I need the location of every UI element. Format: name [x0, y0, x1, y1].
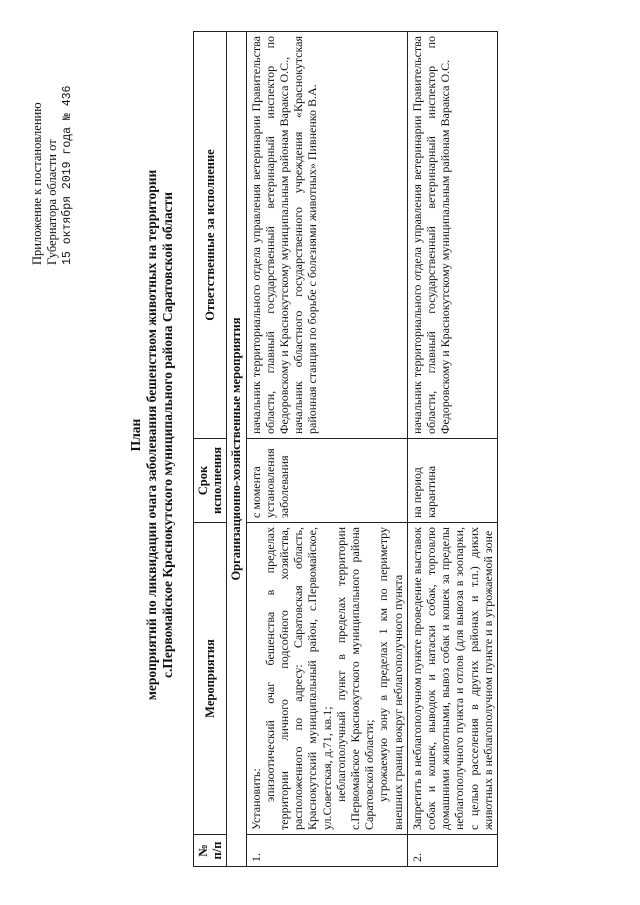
- appendix-note: [30, 25, 75, 265]
- table-row: [246, 32, 407, 867]
- heading-title: План: [128, 418, 143, 452]
- plan-table: [193, 31, 498, 867]
- header-term: Срок исполнения: [194, 439, 227, 523]
- action-paragraph: Запретить в неблагополучном пункте проведение выставок собак и кошек, выводок и натаски собак, торговлю домашними животными, вывоз собак и кошек за пределы неблагополучного пункта и отлов (для вывоза в зоопарки, с целью расселения в других районах и т.п.) диких животных в неблагополучном пункте и в угрожаемой зоне: [409, 527, 495, 830]
- row-responsible: [407, 32, 497, 439]
- appendix-date-line: 15 октября 2019 года № 436: [61, 85, 74, 265]
- responsible-paragraph: начальник территориального отдела управления ветеринарии Правительства области, главный государственный ветеринарный инспектор по Федоровскому и Краснокутскому муниципальным районам Варакса О.С.,: [248, 36, 292, 434]
- table-header-row: [194, 32, 227, 867]
- heading-subtitle-2: с.Первомайское Краснокутского муниципального района Саратовской области: [160, 191, 175, 679]
- document-heading: [128, 85, 176, 785]
- row-action: [246, 523, 407, 835]
- table-row: [407, 32, 497, 867]
- row-term: с момента установления заболевания: [246, 439, 407, 523]
- responsible-paragraph: начальник областного государственного учреждения «Краснокутская районная станция по борьбе с болезнями животных» Пивненко В.А.: [291, 36, 320, 434]
- appendix-line-2: Губернатора области от: [45, 139, 59, 265]
- row-num: 1.: [246, 835, 407, 867]
- action-lead: Установить:: [248, 768, 263, 830]
- responsible-paragraph: начальник территориального отдела управления ветеринарии Правительства области, главный государственный ветеринарный инспектор по Федоровскому и Краснокутскому муниципальным районам Варакса О.С.: [409, 36, 453, 434]
- row-responsible: [246, 32, 407, 439]
- action-paragraph: эпизоотический очаг бешенства в пределах территории личного подсобного хозяйства, расположенного по адресу: Саратовская область, Краснокутский муниципальный район, с.Первомайское, ул.Советская, д.71, кв.1;: [262, 527, 334, 830]
- row-term: на период карантина: [407, 439, 497, 523]
- row-num: 2.: [407, 835, 497, 867]
- heading-subtitle-1: мероприятий по ликвидации очага заболевания бешенством животных на территории: [144, 169, 159, 701]
- appendix-line-1: Приложение к постановлению: [30, 102, 44, 265]
- row-action: [407, 523, 497, 835]
- header-action: Мероприятия: [194, 523, 227, 835]
- section-title: Организационно-хозяйственные мероприятия: [227, 32, 246, 867]
- action-paragraph: угрожаемую зону в пределах 1 км по периметру внешних границ вокруг неблагополучного пункта: [376, 527, 405, 830]
- header-responsible: Ответственные за исполнение: [194, 32, 227, 439]
- action-paragraph: неблагополучный пункт в пределах территории с.Первомайское Краснокутского муниципального района Саратовской области;: [333, 527, 377, 830]
- header-num: № п/п: [194, 835, 227, 867]
- section-row: [227, 32, 246, 867]
